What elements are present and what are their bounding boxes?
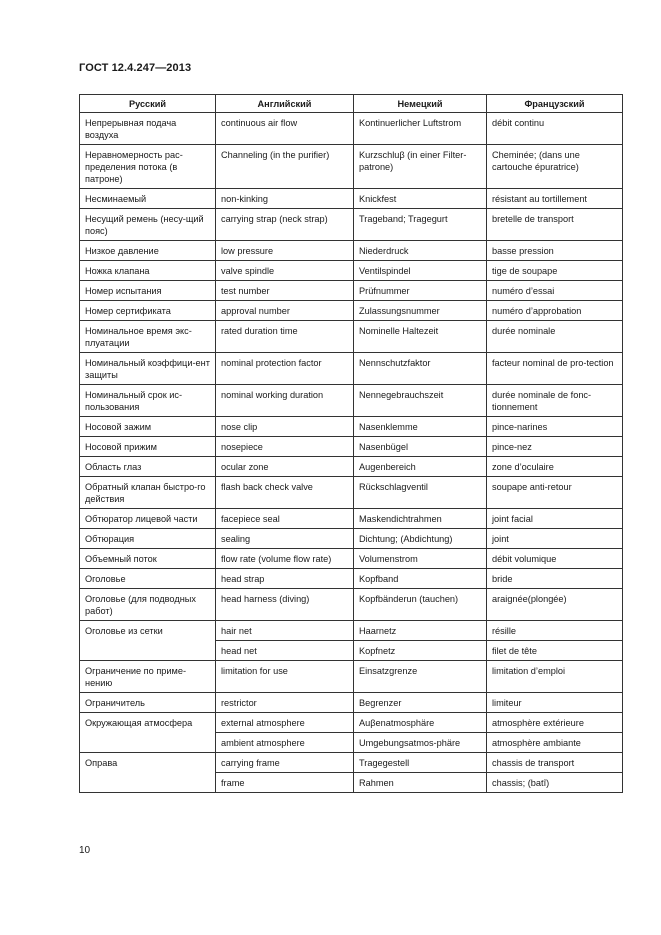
cell-french: zone d’oculaire — [487, 457, 623, 477]
cell-english: restrictor — [216, 693, 354, 713]
cell-french: soupape anti-retour — [487, 477, 623, 509]
cell-english: facepiece seal — [216, 509, 354, 529]
cell-german: Rahmen — [354, 773, 487, 793]
cell-german: Nasenklemme — [354, 417, 487, 437]
table-row — [80, 693, 623, 713]
cell-french: pince-narines — [487, 417, 623, 437]
cell-russian: Ограничитель — [80, 693, 216, 713]
cell-french: numéro d’essai — [487, 281, 623, 301]
cell-english: valve spindle — [216, 261, 354, 281]
table-row — [80, 549, 623, 569]
cell-german: Niederdruck — [354, 241, 487, 261]
cell-german: Kopfbänderun (tauchen) — [354, 589, 487, 621]
page-number: 10 — [79, 845, 91, 856]
cell-english: nominal protection factor — [216, 353, 354, 385]
cell-russian: Ножка клапана — [80, 261, 216, 281]
cell-english: continuous air flow — [216, 113, 354, 145]
cell-german: Trageband; Tragegurt — [354, 209, 487, 241]
cell-russian: Несущий ремень (несу-щий пояс) — [80, 209, 216, 241]
cell-french: bride — [487, 569, 623, 589]
cell-russian: Оправа — [80, 753, 216, 793]
cell-german: Prüfnummer — [354, 281, 487, 301]
table-row — [80, 281, 623, 301]
terminology-table — [79, 94, 623, 793]
cell-german: Maskendichtrahmen — [354, 509, 487, 529]
cell-russian: Окружающая атмосфера — [80, 713, 216, 753]
cell-russian: Область глаз — [80, 457, 216, 477]
cell-english: rated duration time — [216, 321, 354, 353]
cell-german: Nennschutzfaktor — [354, 353, 487, 385]
cell-french: chassis; (batî) — [487, 773, 623, 793]
cell-english: approval number — [216, 301, 354, 321]
cell-german: Kontinuerlicher Luftstrom — [354, 113, 487, 145]
cell-german: Umgebungsatmos-phäre — [354, 733, 487, 753]
cell-russian: Непрерывная подача воздуха — [80, 113, 216, 145]
table-row — [80, 589, 623, 621]
table-row — [80, 209, 623, 241]
cell-german: Kopfnetz — [354, 641, 487, 661]
cell-english: frame — [216, 773, 354, 793]
cell-german: Augenbereich — [354, 457, 487, 477]
table-row — [80, 353, 623, 385]
document-header: ГОСТ 12.4.247—2013 — [79, 62, 192, 74]
cell-german: Nominelle Haltezeit — [354, 321, 487, 353]
cell-french: joint — [487, 529, 623, 549]
cell-french: atmosphère ambiante — [487, 733, 623, 753]
cell-english: non-kinking — [216, 189, 354, 209]
cell-russian: Обтюратор лицевой части — [80, 509, 216, 529]
cell-german: Tragegestell — [354, 753, 487, 773]
cell-russian: Несминаемый — [80, 189, 216, 209]
table-row — [80, 417, 623, 437]
column-header-german: Немецкий — [354, 95, 487, 113]
cell-german: Knickfest — [354, 189, 487, 209]
cell-russian: Оголовье из сетки — [80, 621, 216, 661]
table-row — [80, 753, 623, 773]
cell-russian: Номер испытания — [80, 281, 216, 301]
cell-russian: Носовой прижим — [80, 437, 216, 457]
cell-french: limitation d’emploi — [487, 661, 623, 693]
cell-french: numéro d’approbation — [487, 301, 623, 321]
cell-russian: Ограничение по приме-нению — [80, 661, 216, 693]
cell-german: Rückschlagventil — [354, 477, 487, 509]
cell-german: Dichtung; (Abdichtung) — [354, 529, 487, 549]
cell-french: Cheminée; (dans une cartouche épuratrice) — [487, 145, 623, 189]
cell-english: limitation for use — [216, 661, 354, 693]
cell-russian: Носовой зажим — [80, 417, 216, 437]
cell-english: low pressure — [216, 241, 354, 261]
cell-french: filet de tête — [487, 641, 623, 661]
cell-german: Kopfband — [354, 569, 487, 589]
cell-english: hair net — [216, 621, 354, 641]
cell-german: Einsatzgrenze — [354, 661, 487, 693]
cell-french: durée nominale — [487, 321, 623, 353]
cell-english: external atmosphere — [216, 713, 354, 733]
cell-russian: Объемный поток — [80, 549, 216, 569]
cell-english: head strap — [216, 569, 354, 589]
cell-french: facteur nominal de pro-tection — [487, 353, 623, 385]
cell-russian: Неравномерность рас-пределения потока (в патроне) — [80, 145, 216, 189]
table-row — [80, 113, 623, 145]
table-row — [80, 569, 623, 589]
cell-french: tige de soupape — [487, 261, 623, 281]
cell-english: Channeling (in the purifier) — [216, 145, 354, 189]
cell-english: nominal working duration — [216, 385, 354, 417]
table-row — [80, 145, 623, 189]
table-row — [80, 509, 623, 529]
table-header-row — [80, 95, 623, 113]
cell-german: Begrenzer — [354, 693, 487, 713]
table-row — [80, 385, 623, 417]
table-row — [80, 437, 623, 457]
cell-french: résistant au tortillement — [487, 189, 623, 209]
cell-english: carrying strap (neck strap) — [216, 209, 354, 241]
table-row — [80, 661, 623, 693]
cell-english: nose clip — [216, 417, 354, 437]
cell-russian: Оголовье (для подводных работ) — [80, 589, 216, 621]
table-row — [80, 621, 623, 641]
cell-english: nosepiece — [216, 437, 354, 457]
cell-russian: Обратный клапан быстро-го действия — [80, 477, 216, 509]
cell-french: atmosphère extérieure — [487, 713, 623, 733]
cell-russian: Номинальный срок ис-пользования — [80, 385, 216, 417]
cell-french: limiteur — [487, 693, 623, 713]
table-row — [80, 457, 623, 477]
cell-german: Volumenstrom — [354, 549, 487, 569]
table-row — [80, 189, 623, 209]
cell-english: flow rate (volume flow rate) — [216, 549, 354, 569]
cell-english: ambient atmosphere — [216, 733, 354, 753]
table-row — [80, 529, 623, 549]
cell-russian: Оголовье — [80, 569, 216, 589]
table-row — [80, 241, 623, 261]
cell-german: Kurzschluβ (in einer Filter-patrone) — [354, 145, 487, 189]
table-row — [80, 713, 623, 733]
cell-english: head harness (diving) — [216, 589, 354, 621]
cell-french: pince-nez — [487, 437, 623, 457]
cell-german: Zulassungsnummer — [354, 301, 487, 321]
column-header-english: Английский — [216, 95, 354, 113]
cell-english: ocular zone — [216, 457, 354, 477]
cell-russian: Номер сертификата — [80, 301, 216, 321]
cell-russian: Номинальное время экс-плуатации — [80, 321, 216, 353]
cell-german: Auβenatmosphäre — [354, 713, 487, 733]
table-row — [80, 301, 623, 321]
table-row — [80, 477, 623, 509]
cell-english: test number — [216, 281, 354, 301]
cell-english: sealing — [216, 529, 354, 549]
cell-russian: Низкое давление — [80, 241, 216, 261]
cell-french: durée nominale de fonc-tionnement — [487, 385, 623, 417]
cell-russian: Номинальный коэффици-ент защиты — [80, 353, 216, 385]
cell-english: flash back check valve — [216, 477, 354, 509]
cell-german: Nasenbügel — [354, 437, 487, 457]
column-header-russian: Русский — [80, 95, 216, 113]
table-row — [80, 321, 623, 353]
cell-english: head net — [216, 641, 354, 661]
cell-french: bretelle de transport — [487, 209, 623, 241]
cell-german: Ventilspindel — [354, 261, 487, 281]
cell-french: résille — [487, 621, 623, 641]
cell-french: araignée(plongée) — [487, 589, 623, 621]
cell-french: joint facial — [487, 509, 623, 529]
column-header-french: Французский — [487, 95, 623, 113]
table-body — [80, 113, 623, 793]
cell-russian: Обтюрация — [80, 529, 216, 549]
cell-english: carrying frame — [216, 753, 354, 773]
cell-german: Nennegebrauchszeit — [354, 385, 487, 417]
cell-german: Haarnetz — [354, 621, 487, 641]
table-row — [80, 261, 623, 281]
cell-french: débit volumique — [487, 549, 623, 569]
cell-french: chassis de transport — [487, 753, 623, 773]
cell-french: basse pression — [487, 241, 623, 261]
cell-french: débit continu — [487, 113, 623, 145]
